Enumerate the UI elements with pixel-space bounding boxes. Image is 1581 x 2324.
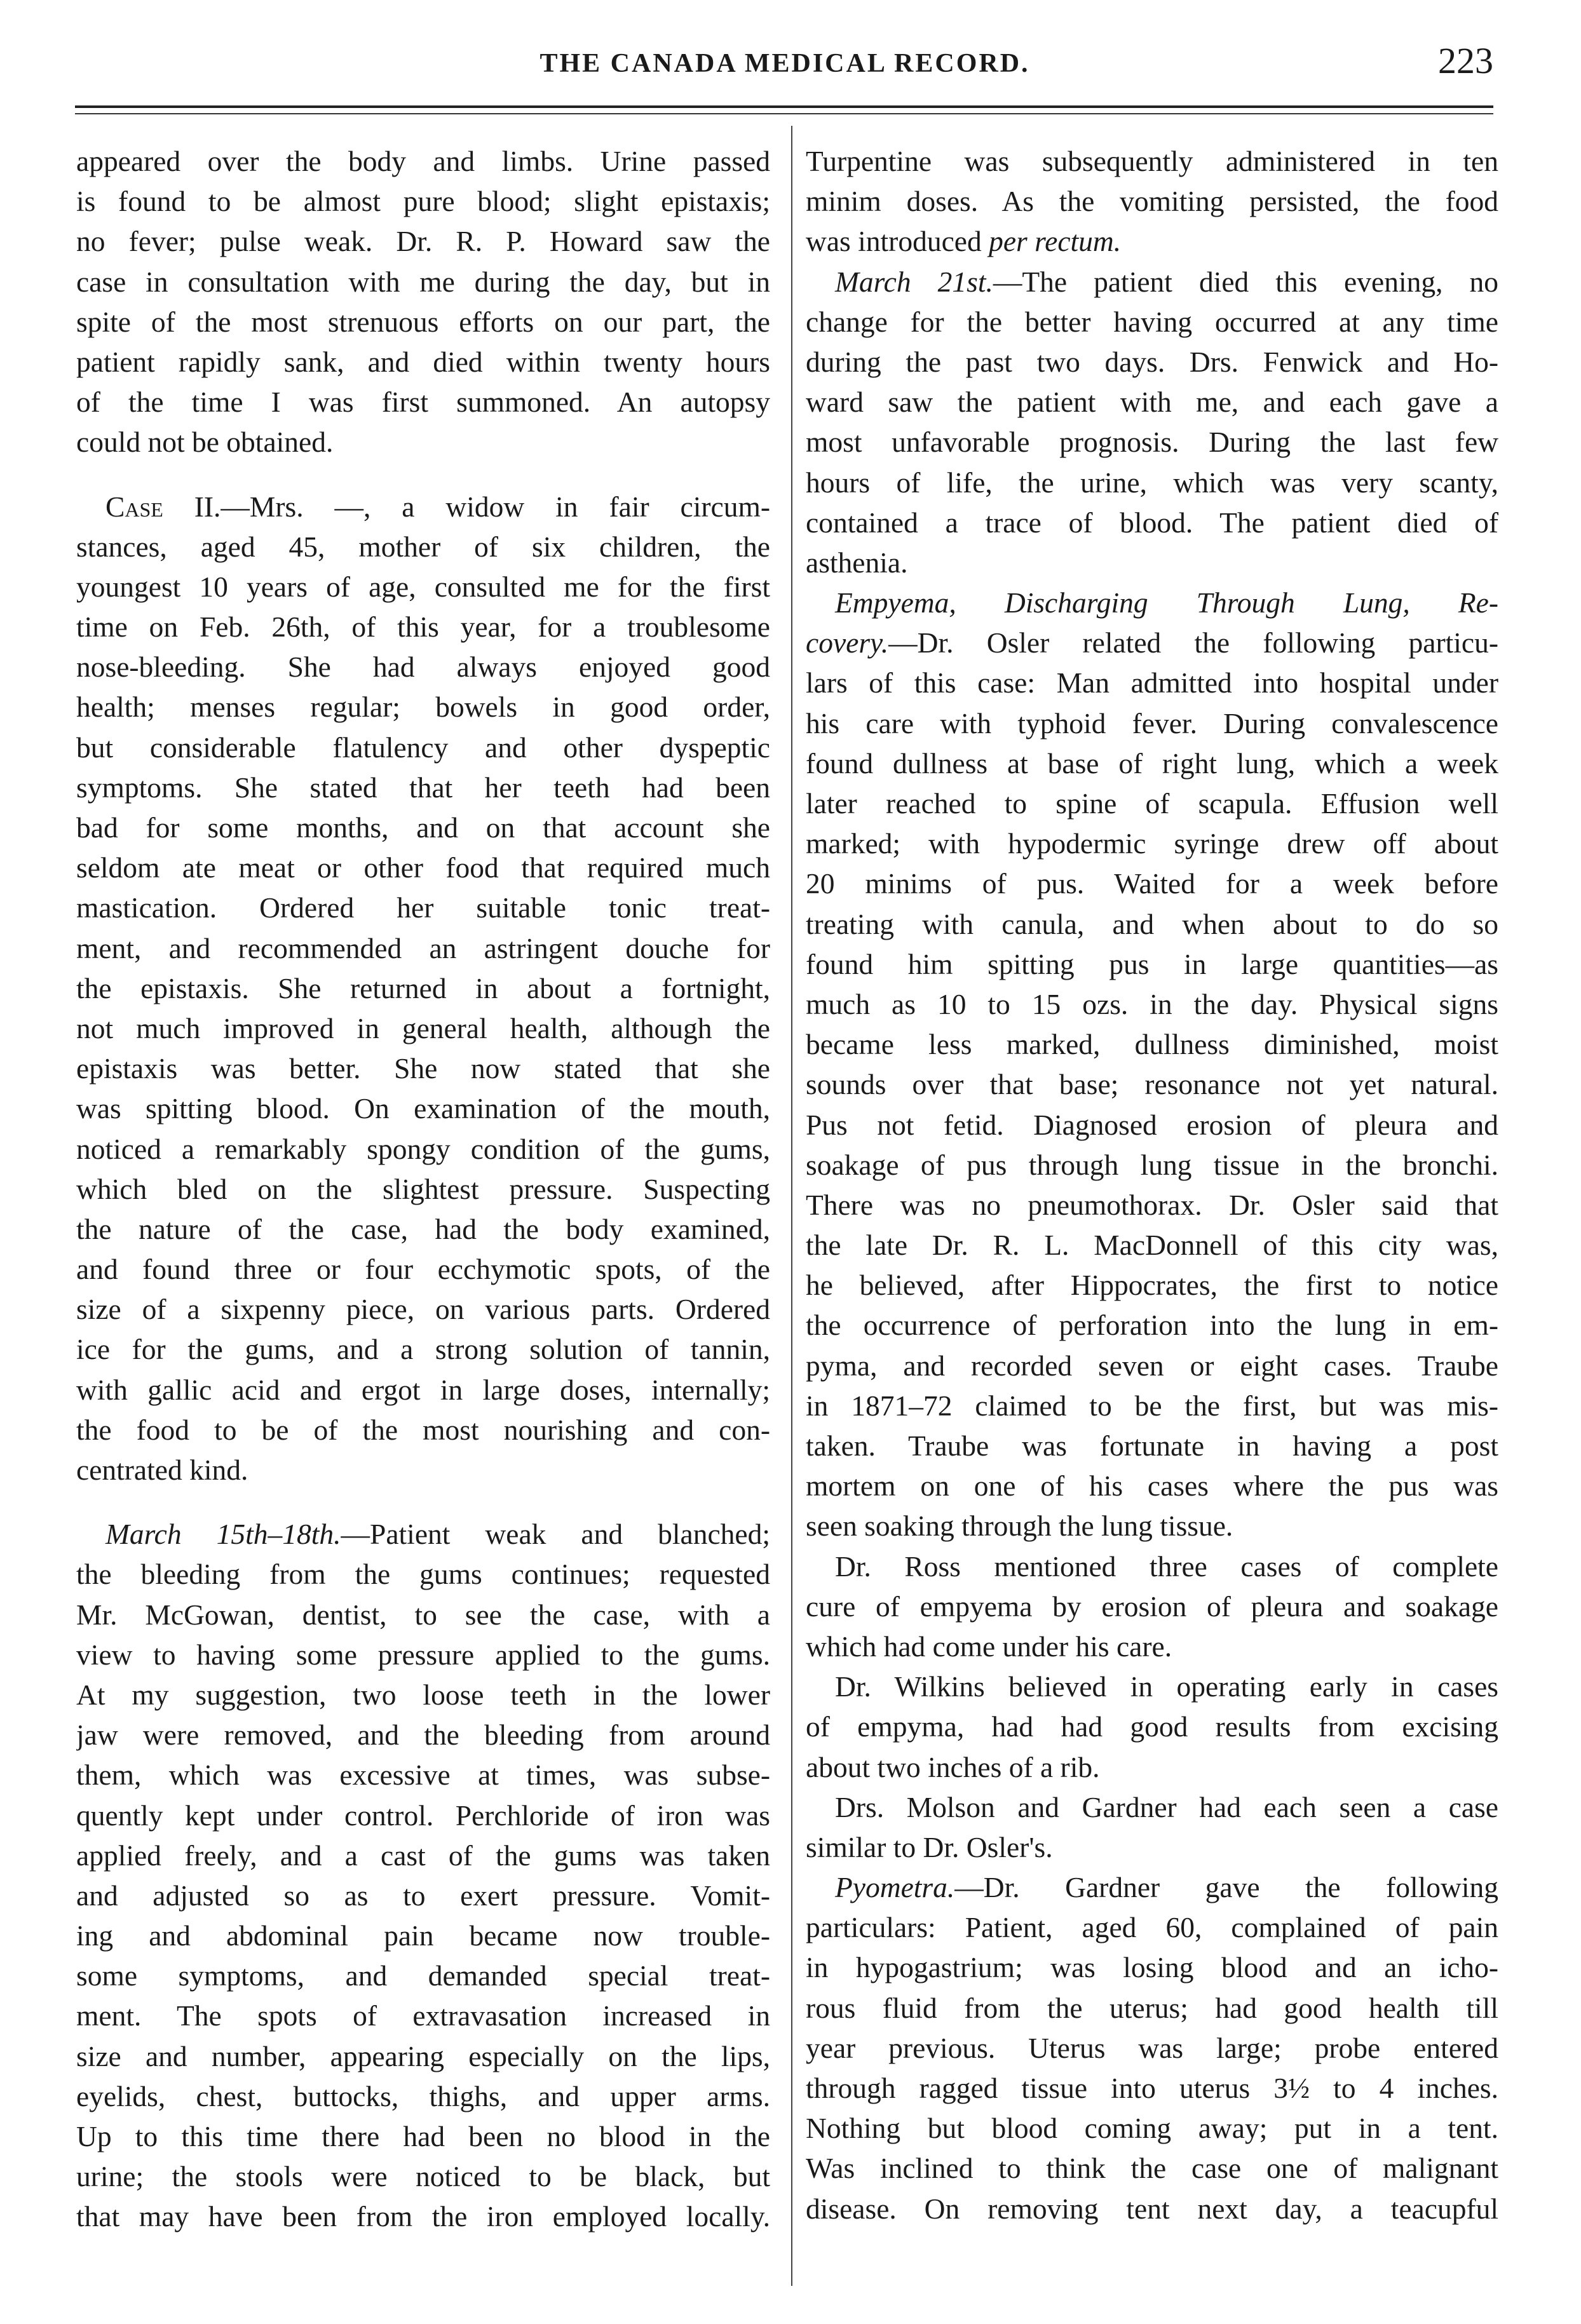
text-line: seen soaking through the lung tissue. <box>806 1510 1233 1543</box>
paragraph-gap <box>76 463 770 487</box>
text-line: and adjusted so as to exert pressure. Vomit- <box>76 1879 770 1912</box>
text-line: Pus not fetid. Diagnosed erosion of pleura and <box>806 1108 1498 1141</box>
text-line: minim doses. As the vomiting persisted, the food <box>806 185 1498 218</box>
text-line: the nature of the case, had the body examined, <box>76 1212 770 1245</box>
text-line: pyma, and recorded seven or eight cases. Traube <box>806 1349 1498 1382</box>
text-line: similar to Dr. Osler's. <box>806 1830 1053 1863</box>
right-column <box>806 141 1498 2229</box>
running-title: THE CANADA MEDICAL RECORD. <box>539 49 1030 78</box>
text-line: Dr. Wilkins believed in operating early in cases <box>835 1670 1498 1703</box>
text-line: case in consultation with me during the day, but in <box>76 265 770 298</box>
text-line: them, which was excessive at times, was subse- <box>76 1759 770 1792</box>
text-line: health; menses regular; bowels in good order, <box>76 691 770 724</box>
text-line: he believed, after Hippocrates, the first to notice <box>806 1269 1498 1302</box>
text-line: Drs. Molson and Gardner had each seen a case <box>835 1790 1498 1823</box>
text-line: asthenia. <box>806 546 908 579</box>
text-line: the food to be of the most nourishing and con- <box>76 1413 770 1446</box>
paragraph-dr-ross <box>806 1546 1498 1667</box>
text-line: ward saw the patient with me, and each gave a <box>806 386 1498 419</box>
text-line: spite of the most strenuous efforts on our part, the <box>76 305 770 338</box>
paragraph-turpentine <box>806 141 1498 262</box>
text-line: size of a sixpenny piece, on various parts. Ordered <box>76 1293 770 1326</box>
text-line: is found to be almost pure blood; slight epistaxis; <box>76 185 770 218</box>
text-line: cure of empyema by erosion of pleura and soakage <box>806 1590 1498 1623</box>
text-line: stances, aged 45, mother of six children, the <box>76 530 770 563</box>
text-line: 20 minims of pus. Waited for a week before <box>806 867 1498 900</box>
text-line: of empyma, had had good results from excising <box>806 1710 1498 1743</box>
text-line: during the past two days. Drs. Fenwick and Ho- <box>806 345 1498 378</box>
case-intro-text: II.—Mrs. —, a widow in fair circum- <box>163 490 770 523</box>
text-line: mastication. Ordered her suitable tonic treat- <box>76 891 770 924</box>
text-line: not much improved in general health, although the <box>76 1011 770 1044</box>
entry-intro-text: —The patient died this evening, no <box>993 265 1498 298</box>
text-line: particulars: Patient, aged 60, complained of pain <box>806 1911 1498 1944</box>
text-line <box>806 623 1498 663</box>
text-line: of the time I was first summoned. An autopsy <box>76 386 770 419</box>
text-line: was spitting blood. On examination of the mouth, <box>76 1092 770 1125</box>
entry-intro-text: —Dr. Gardner gave the following <box>954 1871 1498 1904</box>
text-line: rous fluid from the uterus; had good health till <box>806 1991 1498 2024</box>
text-line: marked; with hypodermic syringe drew off about <box>806 827 1498 860</box>
text-line: Was inclined to think the case one of malignant <box>806 2152 1498 2185</box>
text-line: no fever; pulse weak. Dr. R. P. Howard saw the <box>76 225 770 258</box>
text-line: year previous. Uterus was large; probe entered <box>806 2031 1498 2064</box>
text-line: about two inches of a rib. <box>806 1750 1100 1783</box>
text-line: which bled on the slightest pressure. Suspecting <box>76 1172 770 1205</box>
text-line: view to having some pressure applied to the gums. <box>76 1638 770 1671</box>
text-line <box>806 1867 1498 1907</box>
text-line: youngest 10 years of age, consulted me for the first <box>76 570 770 603</box>
text-line: soakage of pus through lung tissue in the bronchi. <box>806 1148 1498 1181</box>
text-line: change for the better having occurred at any time <box>806 305 1498 338</box>
text-line: which had come under his care. <box>806 1630 1172 1663</box>
entry-intro-text: —Dr. Osler related the following particu- <box>888 626 1498 659</box>
text-line: found dullness at base of right lung, which a week <box>806 747 1498 780</box>
text-line: epistaxis was better. She now stated that she <box>76 1052 770 1085</box>
text-line: quently kept under control. Perchloride of iron was <box>76 1799 770 1832</box>
text-line: through ragged tissue into uterus 3½ to 4 inches. <box>806 2072 1498 2104</box>
text-line: At my suggestion, two loose teeth in the lower <box>76 1678 770 1711</box>
text-line: hours of life, the urine, which was very scanty, <box>806 466 1498 499</box>
text-line: much as 10 to 15 ozs. in the day. Physical signs <box>806 987 1498 1020</box>
left-column <box>76 141 770 2237</box>
text-line: mortem on one of his cases where the pus was <box>806 1469 1498 1503</box>
text-line: and found three or four ecchymotic spots, of the <box>76 1253 770 1286</box>
text-line: with gallic acid and ergot in large doses, internally; <box>76 1373 770 1406</box>
paragraph-case-two <box>76 487 770 1490</box>
page-number: 223 <box>1438 40 1493 81</box>
text-line: became less marked, dullness diminished, moist <box>806 1028 1498 1061</box>
text-line: found him spitting pus in large quantities—as <box>806 947 1498 980</box>
text-line <box>76 1514 770 1554</box>
text-line: the occurrence of perforation into the lung in em- <box>806 1309 1498 1342</box>
date-heading: March 21st. <box>835 265 993 298</box>
text-line: later reached to spine of scapula. Effusion well <box>806 787 1498 820</box>
text-line: contained a trace of blood. The patient died of <box>806 506 1498 539</box>
text-line: symptoms. She stated that her teeth had been <box>76 771 770 804</box>
text-line: applied freely, and a cast of the gums was taken <box>76 1839 770 1872</box>
section-title: Empyema, Discharging Through Lung, Re- <box>835 586 1498 619</box>
paragraph-march-21 <box>806 262 1498 583</box>
entry-intro-text: —Patient weak and blanched; <box>341 1518 770 1551</box>
section-title-cont: covery. <box>806 626 889 659</box>
paragraph-march-15-18 <box>76 1514 770 2236</box>
text-line <box>806 221 1498 261</box>
header-rule-thick <box>75 105 1493 108</box>
column-divider <box>791 126 792 2286</box>
text-line: but considerable flatulency and other dyspeptic <box>76 731 770 764</box>
text-line: ice for the gums, and a strong solution of tannin, <box>76 1333 770 1366</box>
text-line: the late Dr. R. L. MacDonnell of this city was, <box>806 1229 1498 1262</box>
text-fragment: was introduced <box>806 225 989 258</box>
paragraph-pyometra <box>806 1867 1498 2229</box>
text-line: in hypogastrium; was losing blood and an icho- <box>806 1951 1498 1984</box>
text-line: ment. The spots of extravasation increased in <box>76 1999 770 2032</box>
text-line: eyelids, chest, buttocks, thighs, and upper arms. <box>76 2079 770 2112</box>
page-header <box>76 37 1493 94</box>
text-line <box>76 487 770 527</box>
text-line: some symptoms, and demanded special treat- <box>76 1959 770 1992</box>
text-line: his care with typhoid fever. During convalescence <box>806 706 1498 740</box>
paragraph-dr-wilkins <box>806 1666 1498 1787</box>
text-line: centrated kind. <box>76 1454 248 1486</box>
text-line: ing and abdominal pain became now trouble- <box>76 1919 770 1952</box>
text-line <box>806 262 1498 302</box>
text-line: urine; the stools were noticed to be black, but <box>76 2160 770 2193</box>
text-line: treating with canula, and when about to do so <box>806 907 1498 940</box>
paragraph-empyema <box>806 583 1498 1546</box>
text-line: bad for some months, and on that account she <box>76 811 770 844</box>
text-line: nose-bleeding. She had always enjoyed good <box>76 651 770 684</box>
text-line: noticed a remarkably spongy condition of the gums, <box>76 1132 770 1165</box>
text-line: patient rapidly sank, and died within twenty hours <box>76 345 770 378</box>
section-title: Pyometra. <box>835 1871 955 1904</box>
text-line: jaw were removed, and the bleeding from around <box>76 1719 770 1752</box>
italic-phrase: per rectum. <box>989 225 1122 258</box>
header-rule-thin <box>75 113 1493 114</box>
text-line: the epistaxis. She returned in about a fortnight, <box>76 971 770 1004</box>
text-line: disease. On removing tent next day, a teacupful <box>806 2192 1498 2225</box>
paragraph-molson-gardner <box>806 1787 1498 1867</box>
text-line: Turpentine was subsequently administered in ten <box>806 145 1498 177</box>
text-line: seldom ate meat or other food that required much <box>76 851 770 884</box>
text-line: ment, and recommended an astringent douche for <box>76 931 770 964</box>
text-line: Nothing but blood coming away; put in a tent. <box>806 2112 1498 2145</box>
paragraph-case-one-end <box>76 141 770 463</box>
text-line: could not be obtained. <box>76 426 334 459</box>
text-line: There was no pneumothorax. Dr. Osler said that <box>806 1188 1498 1221</box>
text-line: Dr. Ross mentioned three cases of complete <box>835 1550 1498 1583</box>
text-line: in 1871–72 claimed to be the first, but was mis- <box>806 1389 1498 1422</box>
paragraph-gap <box>76 1490 770 1514</box>
date-heading: March 15th–18th. <box>105 1518 341 1551</box>
text-line: that may have been from the iron employed locally. <box>76 2200 770 2233</box>
text-line: size and number, appearing especially on the lips, <box>76 2039 770 2072</box>
text-line: sounds over that base; resonance not yet natural. <box>806 1068 1498 1101</box>
text-line: appeared over the body and limbs. Urine passed <box>76 145 770 177</box>
text-line: Up to this time there had been no blood in the <box>76 2120 770 2152</box>
text-line: lars of this case: Man admitted into hospital under <box>806 666 1498 699</box>
case-label: Case <box>105 490 163 523</box>
text-line <box>806 583 1498 623</box>
text-line: taken. Traube was fortunate in having a post <box>806 1429 1498 1462</box>
text-line: time on Feb. 26th, of this year, for a troublesome <box>76 611 770 644</box>
text-line: the bleeding from the gums continues; requested <box>76 1558 770 1591</box>
text-line: most unfavorable prognosis. During the last few <box>806 426 1498 459</box>
text-line: Mr. McGowan, dentist, to see the case, with a <box>76 1598 770 1631</box>
